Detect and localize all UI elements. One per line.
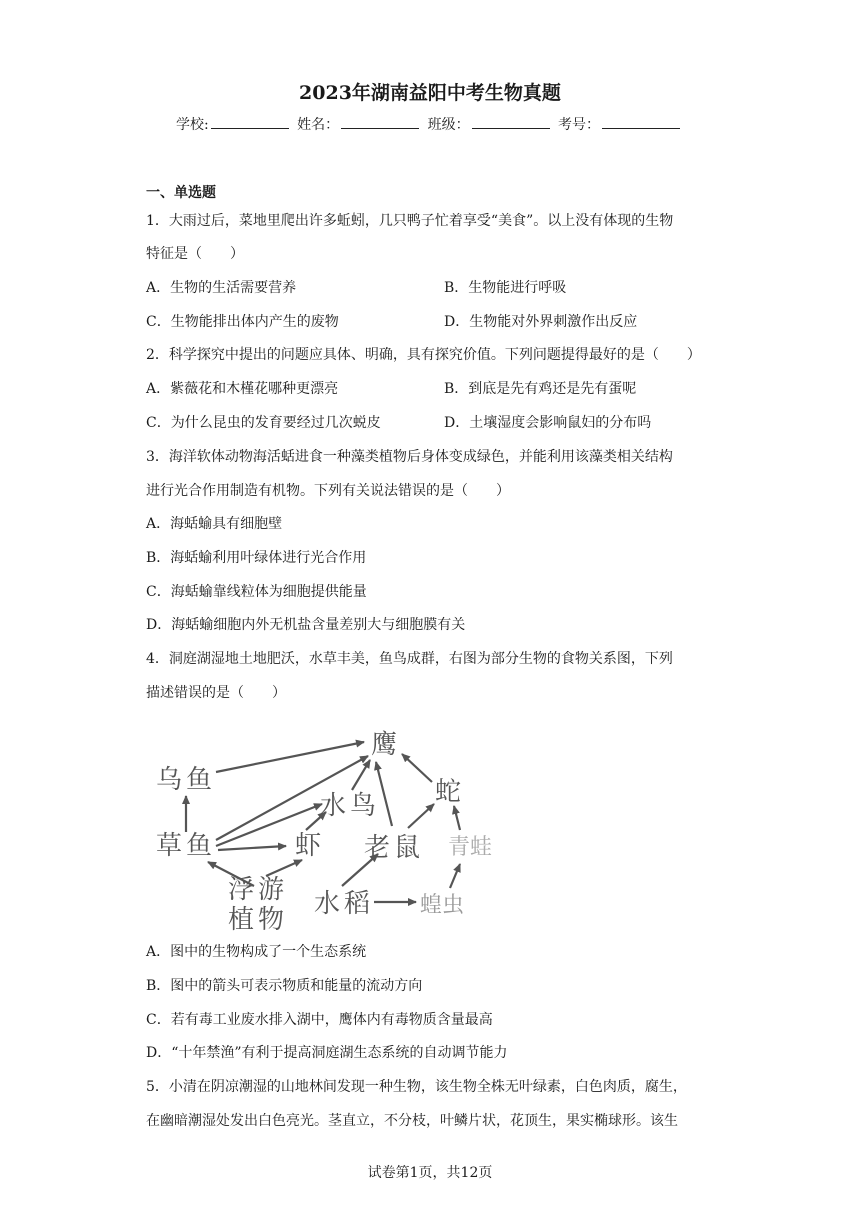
node-plankton-line2: 植物 (227, 905, 289, 935)
school-label: 学校: (175, 117, 209, 133)
q3-option-a: A．海蛞蝓具有细胞壁 (146, 516, 283, 532)
node-eagle: 鹰 (370, 730, 398, 760)
q3-option-b: B．海蛞蝓利用叶绿体进行光合作用 (146, 550, 367, 566)
arrow-plankton-shrimp (266, 860, 302, 876)
q4-option-b: B．图中的箭头可表示物质和能量的流动方向 (146, 978, 423, 994)
q1-stem-line2: 特征是（ ） (146, 246, 244, 262)
node-mouse: 老鼠 (363, 833, 425, 863)
q3-stem-line1: 3．海洋软体动物海活蛞进食一种藻类植物后身体变成绿色，并能利用该藻类相关结构 (146, 449, 673, 465)
node-snakehead: 乌鱼 (155, 765, 217, 795)
q3-option-d: D．海蛞蝓细胞内外无机盐含量差别大与细胞膜有关 (146, 617, 466, 633)
node-plankton-line1: 浮游 (227, 875, 289, 905)
section-heading: 一、单选题 (146, 185, 216, 201)
page-title: 2023年湖南益阳中考生物真题 (299, 82, 561, 104)
q3-stem-line2: 进行光合作用制造有机物。下列有关说法错误的是（ ） (146, 483, 510, 499)
q1-option-a: A．生物的生活需要营养 (146, 280, 297, 296)
student-info-line (0, 114, 860, 134)
q2-stem: 2．科学探究中提出的问题应具体、明确，具有探究价值。下列问题提得最好的是（ ） (146, 347, 701, 363)
class-blank (472, 116, 550, 129)
exam-number-blank (602, 116, 680, 129)
node-grasscarp: 草鱼 (155, 831, 217, 861)
arrow-snakehead-eagle (216, 742, 364, 772)
q4-option-a: A．图中的生物构成了一个生态系统 (146, 944, 367, 960)
q1-option-b: B．生物能进行呼吸 (444, 280, 567, 296)
arrow-snake-eagle (402, 754, 432, 782)
q5-stem-line2: 在幽暗潮湿处发出白色亮光。茎直立，不分枝，叶鳞片状，花顶生，果实椭球形。该生 (146, 1113, 678, 1129)
node-rice: 水稻 (313, 889, 375, 919)
q4-stem-line1: 4．洞庭湖湿地土地肥沃，水草丰美，鱼鸟成群，右图为部分生物的食物关系图，下列 (146, 651, 673, 667)
q4-stem-line2: 描述错误的是（ ） (146, 685, 286, 701)
q2-option-a: A．紫薇花和木槿花哪种更漂亮 (146, 381, 339, 397)
class-label: 班级： (427, 117, 470, 133)
arrow-mouse-snake (408, 804, 434, 828)
arrow-frog-snake (454, 806, 460, 830)
node-shrimp: 虾 (294, 831, 322, 861)
name-label: 姓名： (297, 117, 340, 133)
food-web-diagram (146, 720, 516, 935)
page-footer: 试卷第1页，共12页 (367, 1165, 493, 1181)
node-waterbird: 水鸟 (319, 791, 381, 821)
q4-option-d: D．“十年禁渔”有利于提高洞庭湖生态系统的自动调节能力 (146, 1045, 508, 1061)
node-snake: 蛇 (434, 777, 462, 807)
name-blank (341, 116, 419, 129)
school-blank (211, 116, 289, 129)
exam-number-label: 考号： (558, 117, 601, 133)
q1-option-c: C．生物能排出体内产生的废物 (146, 314, 339, 330)
node-locust: 蝗虫 (419, 893, 465, 918)
q2-option-b: B．到底是先有鸡还是先有蛋呢 (444, 381, 637, 397)
arrow-locust-frog (450, 864, 460, 888)
node-frog: 青蛙 (447, 835, 493, 860)
q4-option-c: C．若有毒工业废水排入湖中，鹰体内有毒物质含量最高 (146, 1012, 493, 1028)
q3-option-c: C．海蛞蝓靠线粒体为细胞提供能量 (146, 584, 367, 600)
q2-option-c: C．为什么昆虫的发育要经过几次蜕皮 (146, 415, 381, 431)
arrow-grasscarp-shrimp (218, 846, 286, 850)
q1-stem-line1: 1．大雨过后，菜地里爬出许多蚯蚓，几只鸭子忙着享受“美食”。以上没有体现的生物 (146, 213, 674, 229)
q5-stem-line1: 5．小清在阴凉潮湿的山地林间发现一种生物，该生物全株无叶绿素，白色肉质，腐生， (146, 1079, 687, 1095)
q2-option-d: D．土壤湿度会影响鼠妇的分布吗 (444, 415, 652, 431)
q1-option-d: D．生物能对外界刺激作出反应 (444, 314, 638, 330)
